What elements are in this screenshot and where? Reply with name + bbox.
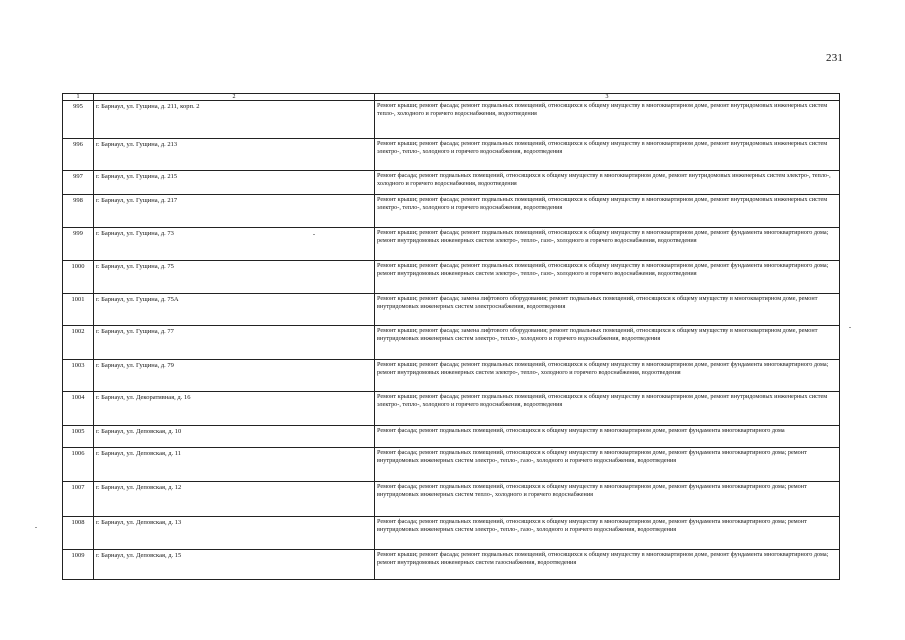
table-row bbox=[63, 294, 840, 326]
row-number-cell: 1004 bbox=[63, 392, 94, 426]
table-row bbox=[63, 550, 840, 580]
address-cell: г. Барнаул, ул. Гущина, д. 75 bbox=[94, 261, 375, 294]
address-cell: г. Барнаул, ул. Гущина, д. 217 bbox=[94, 195, 375, 228]
address-cell: г. Барнаул, ул. Гущина, д. 77 bbox=[94, 326, 375, 360]
works-cell: Ремонт фасада; ремонт подвальных помещений, относящихся к общему имуществу в многоквартирном доме, ремонт фундамента многоквартирного дома; ремонт внутридомовых инженерных систем тепло-, холодного и горячего водоснабжения bbox=[375, 482, 840, 517]
table-row bbox=[63, 195, 840, 228]
row-number-cell: 999 bbox=[63, 228, 94, 261]
table-header-row bbox=[63, 94, 840, 101]
scan-speck bbox=[313, 234, 315, 235]
row-number-cell: 1003 bbox=[63, 360, 94, 392]
table-row bbox=[63, 426, 840, 448]
works-cell: Ремонт крыши; ремонт фасада; ремонт подвальных помещений, относящихся к общему имуществу в многоквартирном доме, ремонт внутридомовых инженерных систем тепло-, холодного и горячего водоснабжения, водоотведения bbox=[375, 101, 840, 139]
table-row bbox=[63, 482, 840, 517]
row-number-cell: 1008 bbox=[63, 517, 94, 550]
address-cell: г. Барнаул, ул. Гущина, д. 211, корп. 2 bbox=[94, 101, 375, 139]
address-cell: г. Барнаул, ул. Гущина, д. 79 bbox=[94, 360, 375, 392]
table-row bbox=[63, 517, 840, 550]
address-cell: г. Барнаул, ул. Декоративная, д. 16 bbox=[94, 392, 375, 426]
row-number-cell: 1005 bbox=[63, 426, 94, 448]
address-cell: г. Барнаул, ул. Гущина, д. 73 bbox=[94, 228, 375, 261]
address-cell: г. Барнаул, ул. Гущина, д. 75А bbox=[94, 294, 375, 326]
table-row bbox=[63, 139, 840, 171]
address-cell: г. Барнаул, ул. Деповская, д. 11 bbox=[94, 448, 375, 482]
column-header-works: 3 bbox=[375, 94, 840, 101]
row-number-cell: 1006 bbox=[63, 448, 94, 482]
works-cell: Ремонт фасада; ремонт подвальных помещений, относящихся к общему имуществу в многоквартирном доме, ремонт внутридомовых инженерных систем электро-, тепло-, холодного и горячего водоснабжения, водоотведения bbox=[375, 171, 840, 195]
table-row bbox=[63, 448, 840, 482]
row-number-cell: 1002 bbox=[63, 326, 94, 360]
table-row bbox=[63, 326, 840, 360]
works-cell: Ремонт фасада; ремонт подвальных помещений, относящихся к общему имуществу в многоквартирном доме, ремонт фундамента многоквартирного дома bbox=[375, 426, 840, 448]
houses-table bbox=[62, 93, 840, 580]
address-cell: г. Барнаул, ул. Гущина, д. 213 bbox=[94, 139, 375, 171]
row-number-cell: 1009 bbox=[63, 550, 94, 580]
table-row bbox=[63, 360, 840, 392]
scan-speck bbox=[35, 527, 37, 528]
table-row bbox=[63, 261, 840, 294]
row-number-cell: 997 bbox=[63, 171, 94, 195]
scan-speck bbox=[849, 327, 851, 328]
works-cell: Ремонт крыши; ремонт фасада; ремонт подвальных помещений, относящихся к общему имуществу в многоквартирном доме, ремонт фундамента многоквартирного дома; ремонт внутридомовых инженерных систем электро-, тепло-, газо-, холодного и горячего водоснабжения, водоотведения bbox=[375, 228, 840, 261]
works-cell: Ремонт фасада; ремонт подвальных помещений, относящихся к общему имуществу в многоквартирном доме, ремонт фундамента многоквартирного дома; ремонт внутридомовых инженерных систем электро-, тепло-, газо-, холодного и горячего водоснабжения, водоотведения bbox=[375, 448, 840, 482]
row-number-cell: 1000 bbox=[63, 261, 94, 294]
row-number-cell: 1007 bbox=[63, 482, 94, 517]
works-cell: Ремонт крыши; ремонт фасада; замена лифтового оборудования; ремонт подвальных помещений, относящихся к общему имуществу в многоквартирном доме, ремонт внутридомовых инженерных систем электроснабжения, водоотведения bbox=[375, 294, 840, 326]
works-cell: Ремонт крыши; ремонт фасада; ремонт подвальных помещений, относящихся к общему имуществу в многоквартирном доме, ремонт внутридомовых инженерных систем электро-, тепло-, холодного и горячего водоснабжения, водоотведения bbox=[375, 139, 840, 171]
works-cell: Ремонт крыши; ремонт фасада; замена лифтового оборудования; ремонт подвальных помещений, относящихся к общему имуществу в многоквартирном доме, ремонт внутридомовых инженерных систем электро-, тепло-, холодного и горячего водоснабжения, водоотведения bbox=[375, 326, 840, 360]
row-number-cell: 996 bbox=[63, 139, 94, 171]
address-cell: г. Барнаул, ул. Деповская, д. 12 bbox=[94, 482, 375, 517]
row-number-cell: 1001 bbox=[63, 294, 94, 326]
address-cell: г. Барнаул, ул. Деповская, д. 15 bbox=[94, 550, 375, 580]
table-row bbox=[63, 392, 840, 426]
row-number-cell: 995 bbox=[63, 101, 94, 139]
column-header-number: 1 bbox=[63, 94, 94, 101]
table-row bbox=[63, 171, 840, 195]
row-number-cell: 998 bbox=[63, 195, 94, 228]
column-header-address: 2 bbox=[94, 94, 375, 101]
works-cell: Ремонт крыши; ремонт фасада; ремонт подвальных помещений, относящихся к общему имуществу в многоквартирном доме, ремонт фундамента многоквартирного дома; ремонт внутридомовых инженерных систем электро-, тепло-, газо-, холодного и горячего водоснабжения, водоотведения bbox=[375, 261, 840, 294]
address-cell: г. Барнаул, ул. Деповская, д. 13 bbox=[94, 517, 375, 550]
table-row bbox=[63, 101, 840, 139]
works-cell: Ремонт крыши; ремонт фасада; ремонт подвальных помещений, относящихся к общему имуществу в многоквартирном доме, ремонт внутридомовых инженерных систем электро-, тепло-, холодного и горячего водоснабжения, водоотведения bbox=[375, 195, 840, 228]
table-row bbox=[63, 228, 840, 261]
address-cell: г. Барнаул, ул. Гущина, д. 215 bbox=[94, 171, 375, 195]
works-cell: Ремонт крыши; ремонт фасада; ремонт подвальных помещений, относящихся к общему имуществу в многоквартирном доме, ремонт внутридомовых инженерных систем электро-, тепло-, холодного и горячего водоснабжения, водоотведения bbox=[375, 392, 840, 426]
works-cell: Ремонт фасада; ремонт подвальных помещений, относящихся к общему имуществу в многоквартирном доме, ремонт фундамента многоквартирного дома; ремонт внутридомовых инженерных систем электро-, тепло-, газо-, холодного и горячего водоснабжения, водоотведения bbox=[375, 517, 840, 550]
address-cell: г. Барнаул, ул. Деповская, д. 10 bbox=[94, 426, 375, 448]
works-cell: Ремонт крыши; ремонт фасада; ремонт подвальных помещений, относящихся к общему имуществу в многоквартирном доме, ремонт фундамента многоквартирного дома; ремонт внутридомовых инженерных систем электро-, тепло-, холодного и горячего водоснабжения, водоотведения bbox=[375, 360, 840, 392]
works-cell: Ремонт крыши; ремонт фасада; ремонт подвальных помещений, относящихся к общему имуществу в многоквартирном доме, ремонт фундамента многоквартирного дома; ремонт внутридомовых инженерных систем газоснабжения, водоотведения bbox=[375, 550, 840, 580]
page-number: 231 bbox=[826, 52, 844, 64]
